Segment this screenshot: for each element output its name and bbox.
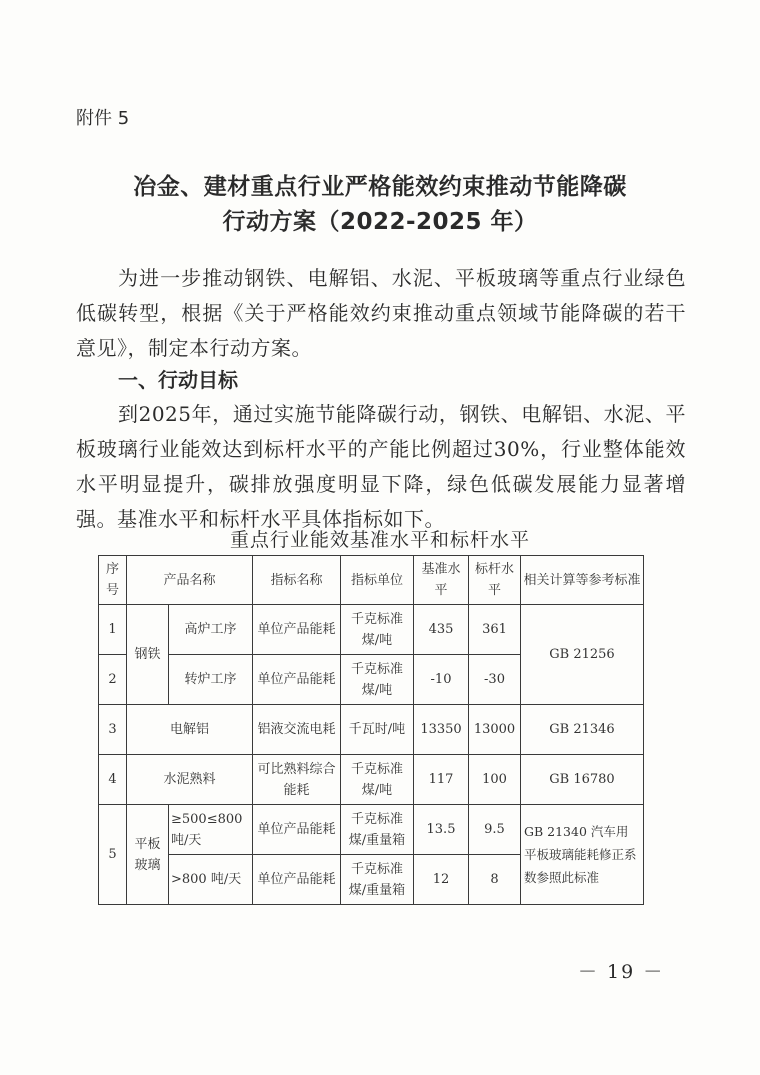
table-title: 重点行业能效基准水平和标杆水平 bbox=[229, 529, 530, 551]
cell-product: 电解铝 bbox=[127, 705, 253, 755]
cell-benchmark: 13000 bbox=[469, 705, 521, 755]
cell-seq: 4 bbox=[99, 755, 127, 805]
cell-indicator: 单位产品能耗 bbox=[253, 855, 341, 905]
cell-unit: 千克标准煤/吨 bbox=[341, 755, 414, 805]
intro-paragraph: 为进一步推动钢铁、电解铝、水泥、平板玻璃等重点行业绿色低碳转型，根据《关于严格能效约束推动重点领域节能降碳的若干意见》，制定本行动方案。 bbox=[76, 266, 686, 360]
cell-base: 117 bbox=[414, 755, 469, 805]
section-paragraph: 到2025年，通过实施节能降碳行动，钢铁、电解铝、水泥、平板玻璃行业能效达到标杆水平的产能比例超过30%，行业整体能效水平明显提升，碳排放强度明显下降，绿色低碳发展能力显著增强。基准水平和标杆水平具体指标如下。 bbox=[76, 402, 686, 531]
cell-standard: GB 21256 bbox=[521, 605, 644, 705]
table-header-row bbox=[99, 556, 644, 605]
cell-unit: 千克标准煤/吨 bbox=[341, 655, 414, 705]
header-standard: 相关计算等参考标准 bbox=[521, 556, 644, 605]
cell-base: 13.5 bbox=[414, 805, 469, 855]
cell-product: 转炉工序 bbox=[169, 655, 253, 705]
document-title-line2: 行动方案（2022-2025 年） bbox=[222, 209, 538, 235]
cell-base: -10 bbox=[414, 655, 469, 705]
cell-benchmark: -30 bbox=[469, 655, 521, 705]
cell-indicator: 可比熟料综合能耗 bbox=[253, 755, 341, 805]
header-indicator: 指标名称 bbox=[253, 556, 341, 605]
cell-unit: 千克标准煤/重量箱 bbox=[341, 855, 414, 905]
cell-standard: GB 16780 bbox=[521, 755, 644, 805]
header-benchmark: 标杆水平 bbox=[469, 556, 521, 605]
table-row bbox=[99, 805, 644, 855]
cell-benchmark: 9.5 bbox=[469, 805, 521, 855]
cell-standard: GB 21340 汽车用平板玻璃能耗修正系数参照此标准 bbox=[521, 805, 644, 905]
document-title-line1: 冶金、建材重点行业严格能效约束推动节能降碳 bbox=[133, 174, 627, 200]
cell-seq: 5 bbox=[99, 805, 127, 905]
cell-product: ≥500≤800吨/天 bbox=[169, 805, 253, 855]
cell-indicator: 单位产品能耗 bbox=[253, 605, 341, 655]
header-seq: 序号 bbox=[99, 556, 127, 605]
cell-seq: 1 bbox=[99, 605, 127, 655]
cell-unit: 千克标准煤/重量箱 bbox=[341, 805, 414, 855]
attachment-label: 附件 5 bbox=[76, 108, 130, 129]
efficiency-table bbox=[98, 555, 644, 905]
cell-indicator: 单位产品能耗 bbox=[253, 805, 341, 855]
cell-unit: 千克标准煤/吨 bbox=[341, 605, 414, 655]
header-base: 基准水平 bbox=[414, 556, 469, 605]
cell-benchmark: 100 bbox=[469, 755, 521, 805]
cell-group-glass: 平板玻璃 bbox=[127, 805, 169, 905]
cell-base: 13350 bbox=[414, 705, 469, 755]
page-number: － 19 － bbox=[578, 961, 665, 983]
cell-group-steel: 钢铁 bbox=[127, 605, 169, 705]
cell-indicator: 铝液交流电耗 bbox=[253, 705, 341, 755]
cell-indicator: 单位产品能耗 bbox=[253, 655, 341, 705]
cell-base: 435 bbox=[414, 605, 469, 655]
header-unit: 指标单位 bbox=[341, 556, 414, 605]
cell-seq: 3 bbox=[99, 705, 127, 755]
section-heading: 一、行动目标 bbox=[118, 368, 238, 392]
cell-seq: 2 bbox=[99, 655, 127, 705]
cell-product: >800 吨/天 bbox=[169, 855, 253, 905]
header-product: 产品名称 bbox=[127, 556, 253, 605]
cell-benchmark: 361 bbox=[469, 605, 521, 655]
cell-benchmark: 8 bbox=[469, 855, 521, 905]
cell-product: 水泥熟料 bbox=[127, 755, 253, 805]
cell-product: 高炉工序 bbox=[169, 605, 253, 655]
cell-standard: GB 21346 bbox=[521, 705, 644, 755]
cell-base: 12 bbox=[414, 855, 469, 905]
table-row bbox=[99, 705, 644, 755]
table-row bbox=[99, 605, 644, 655]
cell-unit: 千瓦时/吨 bbox=[341, 705, 414, 755]
table-row bbox=[99, 755, 644, 805]
